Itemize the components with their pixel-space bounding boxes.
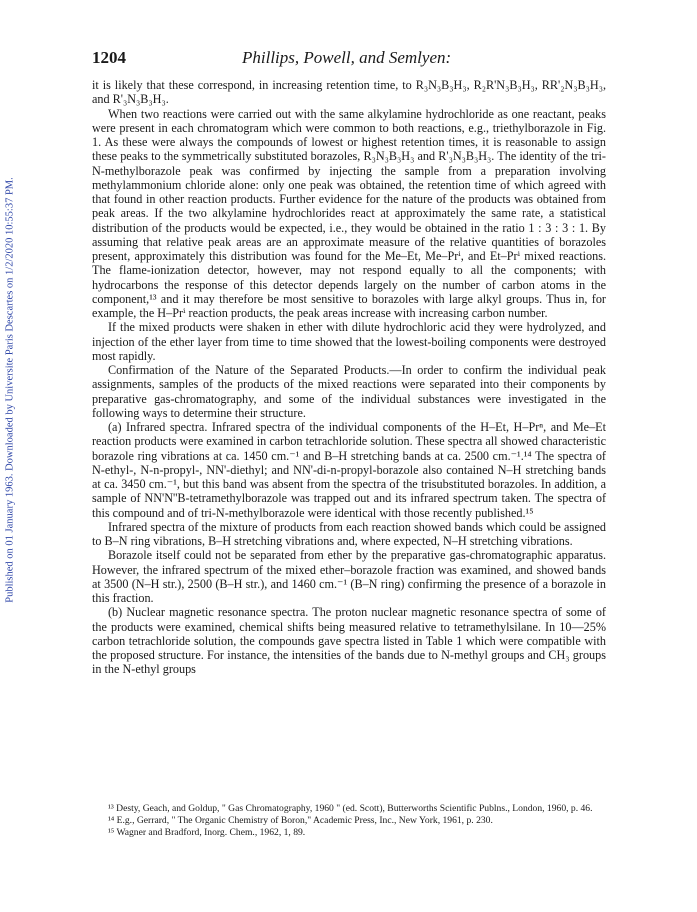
- footnotes: [92, 803, 606, 839]
- footnote: ¹³ Desty, Geach, and Goldup, " Gas Chromatography, 1960 " (ed. Scott), Butterworths Scientific Publns., London, 1960, p. 46.: [108, 803, 593, 814]
- paragraph: If the mixed products were shaken in ether with dilute hydrochloric acid they were hydrolyzed, and injection of the ether layer from time to time showed that the lowest-boiling components were destroyed most rapidly.: [92, 320, 606, 363]
- paragraph: (a) Infrared spectra. Infrared spectra of the individual components of the H–Et, H–Prⁿ, and Me–Et reaction products were examined in carbon tetrachloride solution. These spectra all showed characteristic borazole ring vibrations at ca. 1450 cm.⁻¹ and B–H stretching bands at ca. 2500 cm.⁻¹.¹⁴ The spectra of N-ethyl-, N-n-propyl-, NN'-diethyl; and NN'-di-n-propyl-borazole also contained N–H stretching bands at ca. 3450 cm.⁻¹, but this band was absent from the spectra of the trisubstituted borazoles. In addition, a sample of NN'N''B-tetramethylborazole was trapped out and its infrared spectrum taken. The spectra of this compound and of tri-N-methylborazole were identical with those recently published.¹⁵: [92, 420, 606, 520]
- page-number: 1204: [92, 48, 126, 67]
- footnote: ¹⁴ E.g., Gerrard, " The Organic Chemistry of Boron," Academic Press, Inc., New York, 1961, p. 230.: [108, 815, 493, 826]
- paragraph: Borazole itself could not be separated from ether by the preparative gas-chromatographic apparatus. However, the infrared spectrum of the mixed ether–borazole fraction was examined, and showed bands at 3500 (N–H str.), 2500 (B–H str.), and 1460 cm.⁻¹ (B–N ring) confirming the presence of a borazole in this fraction.: [92, 548, 606, 605]
- paragraph: Infrared spectra of the mixture of products from each reaction showed bands which could be assigned to B–N ring vibrations, B–H stretching vibrations and, where expected, N–H stretching vibrations.: [92, 519, 606, 548]
- download-watermark: [0, 130, 20, 650]
- paragraph: When two reactions were carried out with the same alkylamine hydrochloride as one reactant, peaks were present in each chromatogram which were common to both reactions, e.g., triethylborazole in Fig. 1. As these were always the compounds of lowest or highest retention times, it is reasonable to assign these peaks to the symmetrically substituted borazoles, R₃N₃B₃H₃ and R'₃N₃B₃H₃. The identity of the tri-N-methylborazole peak was confirmed by injecting the sample from a preparation involving methylammonium chloride alone: only one peak was obtained, the retention time of which agreed with that found in other reaction products. Further evidence for the nature of the products was obtained from peak areas. If the two alkylamine hydrochlorides react at approximately the same rate, a statistical distribution of the products would be expected, i.e., they would be obtained in the ratio 1 : 3 : 3 : 1. By assuming that relative peak areas are an approximate measure of the relative quantities of borazoles present, approximately this distribution was found for the Me–Et, Me–Prⁱ, and Et–Prⁱ mixed reactions. The flame-ionization detector, however, may not respond equally to all the components; with hydrocarbons the response of this detector depends largely on the number of carbon atoms in the component,¹³ and it may therefore be most sensitive to borazoles with large alkyl groups. Thus in, for example, the H–Prⁱ reaction products, the peak areas increase with increasing carbon number.: [92, 106, 606, 320]
- paragraph: Confirmation of the Nature of the Separated Products.—In order to confirm the individual peak assignments, samples of the products of the mixed reactions were separated into their components by preparative gas-chromatography, and some of the individual substances were investigated in the following ways to determine their structure.: [92, 363, 606, 420]
- page-header: [92, 48, 602, 70]
- footnote: ¹⁵ Wagner and Bradford, Inorg. Chem., 1962, 1, 89.: [108, 827, 306, 838]
- paragraph: it is likely that these correspond, in increasing retention time, to R₃N₃B₃H₃, R₂R'N₃B₃H₃, RR'₂N₃B₃H₃, and R'₃N₃B₃H₃.: [92, 78, 606, 107]
- download-watermark-text: Published on 01 January 1963. Downloaded by Universite Paris Descartes on 1/2/2020 10:55:37 PM.: [4, 177, 16, 603]
- paragraph: (b) Nuclear magnetic resonance spectra. The proton nuclear magnetic resonance spectra of some of the products were examined, chemical shifts being measured relative to tetramethylsilane. In 10—25% carbon tetrachloride solution, the compounds gave spectra listed in Table 1 which were compatible with the proposed structure. For instance, the intensities of the bands due to N-methyl groups and CH₃ groups in the N-ethyl groups: [92, 605, 606, 677]
- body-text: [92, 78, 606, 677]
- running-head: Phillips, Powell, and Semlyen:: [242, 48, 452, 67]
